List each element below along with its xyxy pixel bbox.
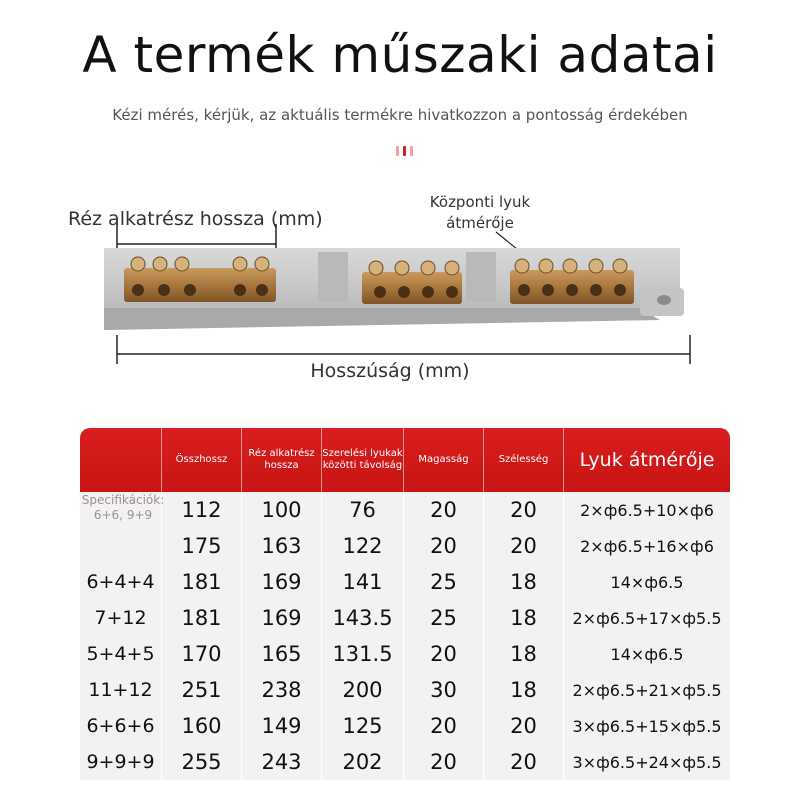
- table-cell: 3×ф6.5+24×ф5.5: [572, 752, 722, 772]
- page-subtitle: Kézi mérés, kérjük, az aktuális termékre hivatkozzon a pontosság érdekében: [112, 106, 688, 124]
- table-cell: 143.5: [322, 600, 404, 636]
- table-row: [80, 744, 730, 780]
- table-cell: 149: [242, 708, 322, 744]
- table-cell: 200: [322, 672, 404, 708]
- table-cell: 2×ф6.5+21×ф5.5: [572, 680, 722, 700]
- center-hole-label: Központi lyuk átmérője: [429, 193, 531, 232]
- table-cell: 6+4+4: [80, 564, 162, 600]
- table-row: [80, 636, 730, 672]
- table-cell: 125: [322, 708, 404, 744]
- spec-note: Specifikációk: 6+6, 9+9: [81, 493, 165, 522]
- col-header-spec: [80, 428, 162, 492]
- table-cell: [80, 528, 162, 564]
- table-cell: 165: [242, 636, 322, 672]
- table-cell: 181: [162, 600, 242, 636]
- table-cell: 14×ф6.5: [610, 572, 684, 592]
- table-cell: 169: [242, 564, 322, 600]
- table-cell: 18: [484, 672, 564, 708]
- table-cell: 20: [404, 636, 484, 672]
- table-cell: 20: [484, 528, 564, 564]
- table-cell: 2×ф6.5+10×ф6: [580, 500, 714, 520]
- table-row: [80, 672, 730, 708]
- col-header-mount-distance: Szerelési lyukak közötti távolság: [322, 428, 404, 492]
- col-header-hole-diameter: Lyuk átmérője: [579, 449, 715, 471]
- col-header-width: Szélesség: [484, 428, 564, 492]
- product-illustration: [0, 180, 800, 390]
- table-cell: 170: [162, 636, 242, 672]
- table-cell: 163: [242, 528, 322, 564]
- table-cell: 11+12: [80, 672, 162, 708]
- table-header: [80, 428, 730, 492]
- table-cell: 25: [404, 564, 484, 600]
- table-cell: 160: [162, 708, 242, 744]
- divider-dots: [392, 146, 416, 156]
- table-cell: 238: [242, 672, 322, 708]
- table-cell: 141: [322, 564, 404, 600]
- table-cell: 25: [404, 600, 484, 636]
- table-cell: 7+12: [80, 600, 162, 636]
- table-cell: 20: [484, 492, 564, 528]
- table-row: [80, 528, 730, 564]
- table-cell: 20: [404, 708, 484, 744]
- col-header-total-length: Összhossz: [162, 428, 242, 492]
- col-header-copper-length: Réz alkatrész hossza: [242, 428, 322, 492]
- table-body: [80, 492, 730, 780]
- table-cell: 6+6+6: [80, 708, 162, 744]
- table-cell: 76: [322, 492, 404, 528]
- table-row: [80, 600, 730, 636]
- spec-table: [80, 428, 730, 780]
- table-cell: 14×ф6.5: [610, 644, 684, 664]
- table-cell: 122: [322, 528, 404, 564]
- table-cell: 2×ф6.5+17×ф5.5: [572, 608, 722, 628]
- table-cell: 5+4+5: [80, 636, 162, 672]
- table-row: [80, 708, 730, 744]
- table-cell: 20: [404, 528, 484, 564]
- table-cell: 202: [322, 744, 404, 780]
- table-cell: 20: [484, 708, 564, 744]
- table-row: [80, 564, 730, 600]
- col-header-height: Magasság: [404, 428, 484, 492]
- table-cell: 112: [162, 492, 242, 528]
- length-label: Hosszúság (mm): [310, 360, 470, 382]
- table-cell: 20: [404, 492, 484, 528]
- table-cell: 175: [162, 528, 242, 564]
- table-cell: 20: [484, 744, 564, 780]
- table-cell: 30: [404, 672, 484, 708]
- copper-length-label: Réz alkatrész hossza (mm): [68, 208, 323, 230]
- page-title: A termék műszaki adatai: [82, 26, 718, 84]
- table-cell: 3×ф6.5+15×ф5.5: [572, 716, 722, 736]
- table-cell: 18: [484, 636, 564, 672]
- table-cell: 2×ф6.5+16×ф6: [580, 536, 714, 556]
- table-cell: 18: [484, 564, 564, 600]
- table-cell: 255: [162, 744, 242, 780]
- table-cell: 181: [162, 564, 242, 600]
- table-cell: 20: [404, 744, 484, 780]
- table-cell: 100: [242, 492, 322, 528]
- table-cell: 251: [162, 672, 242, 708]
- table-cell: 131.5: [322, 636, 404, 672]
- table-cell: 18: [484, 600, 564, 636]
- table-cell: 243: [242, 744, 322, 780]
- table-cell: 169: [242, 600, 322, 636]
- terminal-block-drawing: [0, 180, 800, 390]
- table-cell: 9+9+9: [80, 744, 162, 780]
